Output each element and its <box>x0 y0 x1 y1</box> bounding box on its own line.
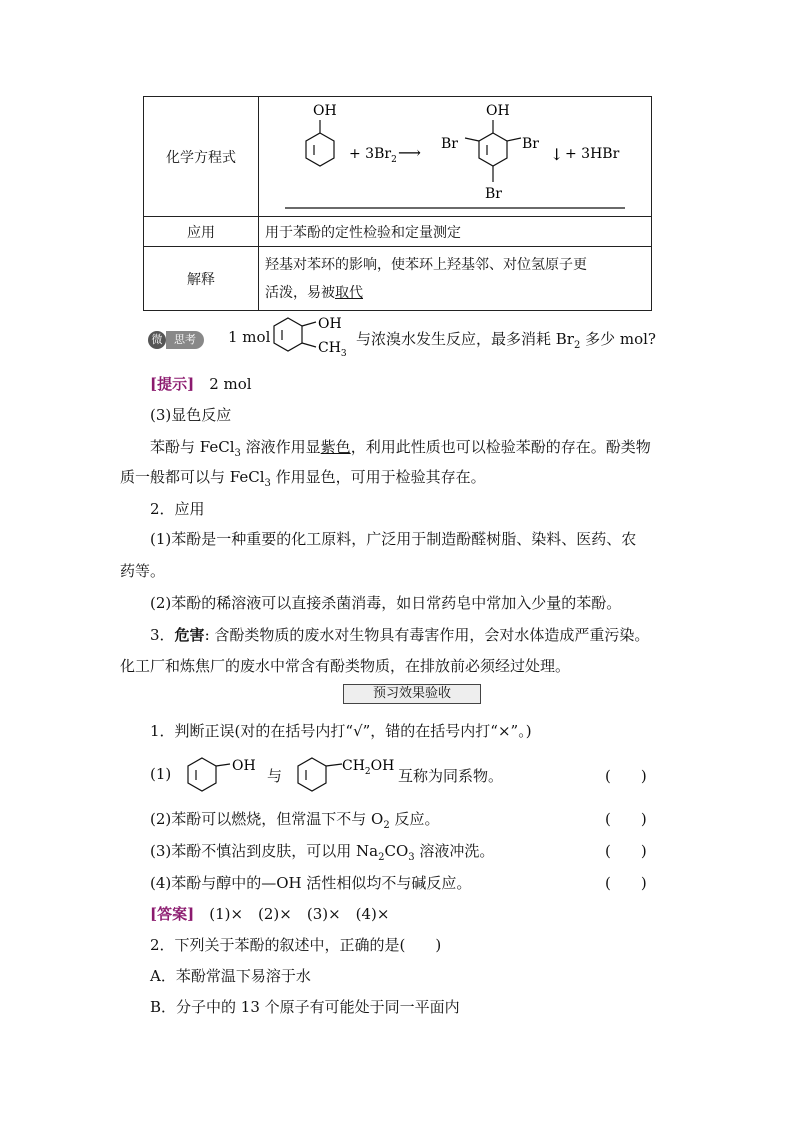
think-badge <box>148 329 204 349</box>
row-label-application: 应用 <box>144 217 259 247</box>
oh-label: OH <box>313 102 337 119</box>
answer-bracket: ( ) <box>605 842 647 860</box>
row-label-explanation: 解释 <box>144 247 259 311</box>
q1-title: 1．判断正误(对的在括号内打“√”，错的在括号内打“×”。) <box>150 722 532 740</box>
row-label-equation: 化学方程式 <box>144 97 259 217</box>
br-left-label: Br <box>441 135 458 152</box>
table-row <box>144 97 652 217</box>
application-line-1: (1)苯酚是一种重要的化工原料，广泛用于制造酚醛树脂、染料、医药、农 <box>150 530 637 548</box>
q1-item-4: (4)苯酚与醇中的—OH 活性相似均不与碱反应。 <box>150 874 472 892</box>
think-badge-circle: 微 <box>148 331 166 349</box>
section-application: 2．应用 <box>150 500 205 518</box>
svg-text:OH: OH <box>232 758 256 774</box>
q1-item-3: (3)苯酚不慎沾到皮肤，可以用 $Na_2CO_3$ 溶液冲洗。 <box>150 842 495 863</box>
br-bottom-label: Br <box>485 185 502 202</box>
reagent-label: + $3Br_2$ <box>349 145 397 165</box>
table-row <box>144 247 652 311</box>
think-badge-label: 思考 <box>166 331 204 349</box>
q1-answer: [答案] (1)× (2)× (3)× (4)× <box>150 905 390 923</box>
think-prefix: 1 mol <box>228 328 271 346</box>
section-banner: 预习效果验收 <box>343 684 481 704</box>
hint-line: [提示] 2 mol <box>150 375 252 393</box>
br-right-label: Br <box>522 135 539 152</box>
reaction-arrow: ⟶ <box>398 142 421 162</box>
tribromophenol-ring <box>479 133 507 166</box>
precipitate-arrow: ↓ <box>550 144 564 164</box>
bromination-equation <box>265 98 645 216</box>
table-row <box>144 217 652 247</box>
section-color-reaction: (3)显色反应 <box>150 406 232 424</box>
answer-bracket: ( ) <box>605 767 647 785</box>
application-cell: 用于苯酚的定性检验和定量测定 <box>259 217 652 247</box>
color-reaction-line-2: 质一般都可以与 FeCl$_3$ 作用显色，可用于检验其存在。 <box>120 468 486 489</box>
q2-option-b: B．分子中的 13 个原子有可能处于同一平面内 <box>150 998 460 1016</box>
application-line-3: (2)苯酚的稀溶液可以直接杀菌消毒，如日常药皂中常加入少量的苯酚。 <box>150 594 622 612</box>
benzene-ring <box>306 133 334 166</box>
application-line-2: 药等。 <box>120 562 166 580</box>
svg-text:CH2OH: $CH_2OH$ <box>342 758 395 777</box>
phenol-property-table <box>143 96 652 311</box>
oh-label-product: OH <box>486 102 510 119</box>
cresol-structure <box>268 312 358 362</box>
svg-text:CH3: $CH_3$ <box>318 340 347 359</box>
explanation-line-2: 活泼，易被取代 <box>265 284 363 301</box>
answer-bracket: ( ) <box>605 874 647 892</box>
q1-item-1-connector: 与 <box>267 767 283 785</box>
harm-line-2: 化工厂和炼焦厂的废水中常含有酚类物质，在排放前必须经过处理。 <box>120 657 571 675</box>
q1-item-2: (2)苯酚可以燃烧，但常温下不与 $O_2$ 反应。 <box>150 810 440 831</box>
explanation-cell <box>259 247 652 311</box>
q2-option-a: A．苯酚常温下易溶于水 <box>150 967 311 985</box>
q1-item-1-text: 互称为同系物。 <box>398 767 504 785</box>
explanation-line-1: 羟基对苯环的影响，使苯环上羟基邻、对位氢原子更 <box>265 256 587 273</box>
svg-text:OH: OH <box>318 316 342 332</box>
color-reaction-line-1: 苯酚与 FeCl$_3$ 溶液作用显紫色，利用此性质也可以检验苯酚的存在。酚类物 <box>150 438 651 459</box>
answer-bracket: ( ) <box>605 810 647 828</box>
hbr-product: + 3HBr <box>565 145 620 162</box>
harm-line-1: 3．危害: 含酚类物质的废水对生物具有毒害作用，会对水体造成严重污染。 <box>150 626 650 644</box>
equation-cell <box>259 97 652 217</box>
think-question: 与浓溴水发生反应，最多消耗 $Br_2$ 多少 mol? <box>356 330 656 351</box>
q1-item-1: (1) <box>150 765 172 783</box>
q2-title: 2．下列关于苯酚的叙述中，正确的是( ) <box>150 936 442 954</box>
